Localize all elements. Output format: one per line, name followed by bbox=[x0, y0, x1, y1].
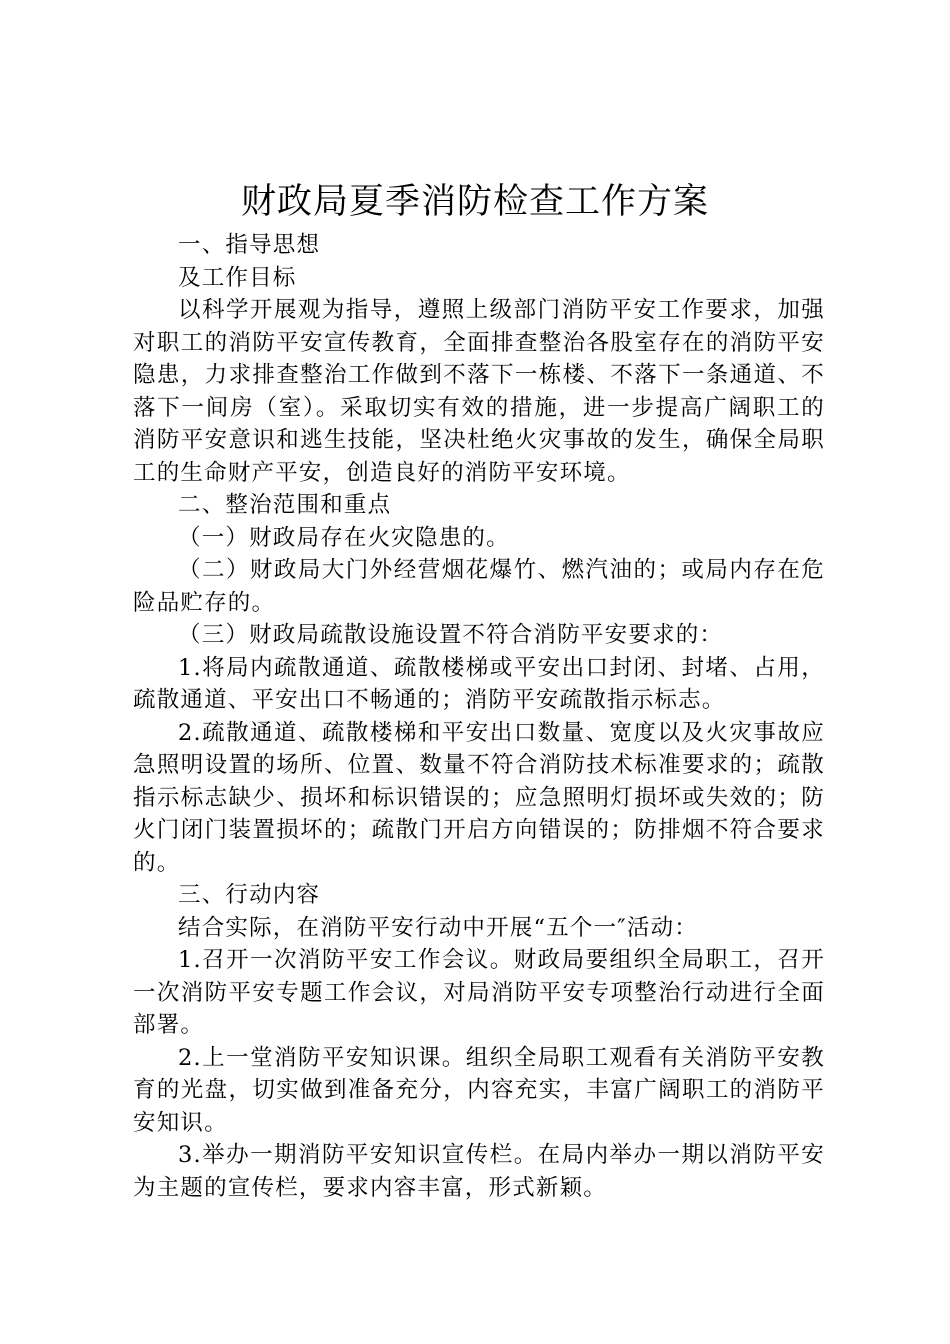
document-body bbox=[133, 229, 825, 1204]
actions-intro: 结合实际，在消防平安行动中开展“五个一″活动： bbox=[178, 914, 699, 941]
document-title: 财政局夏季消防检查工作方案 bbox=[240, 182, 709, 222]
section-heading-scope: 二、整治范围和重点 bbox=[178, 492, 392, 518]
action-item-2: 2.上一堂消防平安知识课。组织全局职工观看有关消防平安教育的光盘，切实做到准备充分，内容充实，丰富广阔职工的消防平安知识。 bbox=[133, 1044, 825, 1136]
section-heading-actions: 三、行动内容 bbox=[178, 882, 321, 908]
scope-subitem-1: 1.将局内疏散通道、疏散楼梯或平安出口封闭、封堵、占用，疏散通道、平安出口不畅通的；消防平安疏散指示标志。 bbox=[133, 654, 825, 713]
section-heading-continuation: 及工作目标 bbox=[178, 264, 297, 291]
scope-item-1: （一）财政局存在火灾隐患的。 bbox=[178, 524, 510, 551]
action-item-3: 3.举办一期消防平安知识宣传栏。在局内举办一期以消防平安为主题的宣传栏，要求内容丰富，形式新颖。 bbox=[133, 1142, 825, 1201]
paragraph-guiding-content: 以科学开展观为指导，遵照上级部门消防平安工作要求，加强对职工的消防平安宣传教育，全面排查整治各股室存在的消防平安隐患，力求排查整治工作做到不落下一栋楼、不落下一条通道、不落下一间房（室）。采取切实有效的措施，进一步提高广阔职工的消防平安意识和逃生技能，坚决杜绝火灾事故的发生，确保全局职工的生命财产平安，创造良好的消防平安环境。 bbox=[133, 297, 825, 486]
section-heading-guiding-thought: 一、指导思想 bbox=[178, 232, 321, 258]
scope-item-2: （二）财政局大门外经营烟花爆竹、燃汽油的；或局内存在危险品贮存的。 bbox=[133, 557, 825, 616]
action-item-1: 1.召开一次消防平安工作会议。财政局要组织全局职工，召开一次消防平安专题工作会议，对局消防平安专项整治行动进行全面部署。 bbox=[133, 947, 825, 1038]
scope-subitem-2: 2.疏散通道、疏散楼梯和平安出口数量、宽度以及火灾事故应急照明设置的场所、位置、数量不符合消防技术标准要求的；疏散指示标志缺少、损坏和标识错误的；应急照明灯损坏或失效的；防火门闭门装置损坏的；疏散门开启方向错误的；防排烟不符合要求的。 bbox=[133, 719, 825, 876]
scope-item-3: （三）财政局疏散设施设置不符合消防平安要求的： bbox=[178, 622, 724, 648]
